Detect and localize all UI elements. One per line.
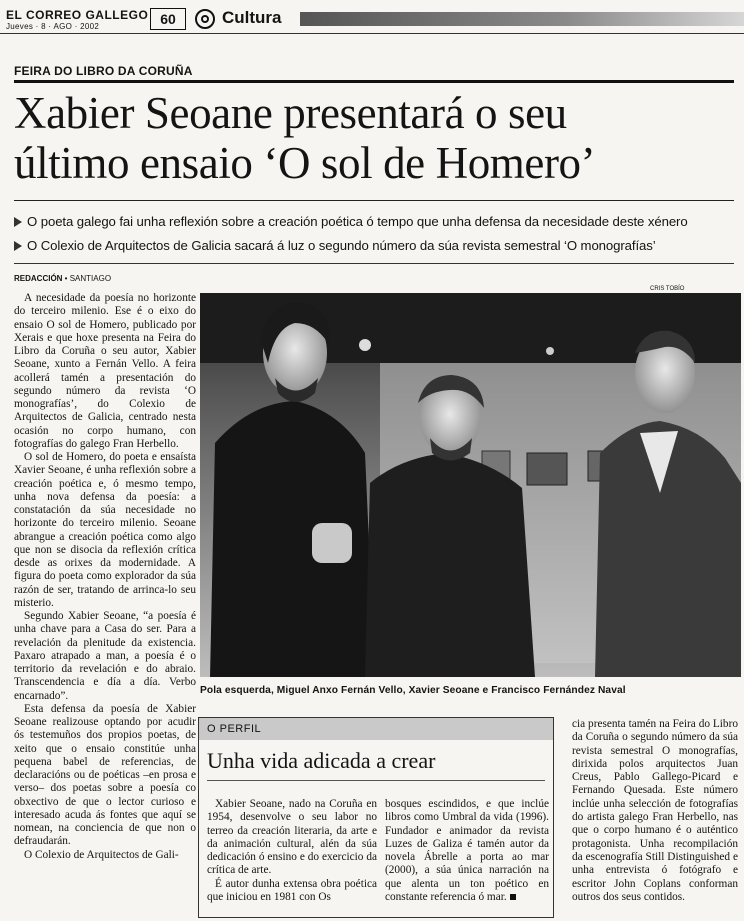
body-paragraph: O Colexio de Arquitectos de Gali- (24, 848, 179, 861)
profile-paragraph: É autor dunha extensa obra poética que iniciou en 1981 con Os (207, 877, 377, 904)
header-gradient-bar (300, 12, 744, 26)
news-photo (200, 293, 741, 677)
deck-line-2: O Colexio de Arquitectos de Galicia sacará á luz o segundo número da súa revista semestral ‘O monografías’ (14, 238, 656, 253)
headline (14, 88, 734, 188)
section-logo-icon (195, 9, 215, 29)
page-header (0, 0, 744, 34)
byline-author: REDACCIÓN (14, 274, 63, 283)
profile-rule (207, 780, 545, 781)
profile-tag-bar (199, 718, 553, 740)
body-column-left (14, 292, 196, 862)
photo-illustration (200, 293, 741, 677)
photo-caption: Pola esquerda, Miguel Anxo Fernán Vello, Xavier Seoane e Francisco Fernández Naval (200, 685, 626, 696)
photo-credit: CRIS TOBÍO (650, 286, 685, 292)
body-paragraph: Esta defensa da poesía de Xabier Seoane realizouse optando por acudir ós testemuños dos propios poetas, de xeito que o ensaio constitúe unha pequena babel de referencias, de declaracións ou de poéticas –en prosa e verso– dos poetas sobre a poesía co obxectivo de que o lector curioso e interesado acuda ás fontes que aquí se nomean, na conciencia de que non o defraudarán. (14, 702, 196, 848)
deck-rule (14, 263, 734, 264)
kicker: FEIRA DO LIBRO DA CORUÑA (14, 64, 193, 78)
profile-column-2 (385, 798, 549, 904)
kicker-rule (14, 80, 734, 83)
section-name: Cultura (222, 8, 282, 27)
profile-box (198, 717, 554, 918)
body-paragraph: A necesidade da poesía no horizonte do terceiro milenio. Ese é o eixo do ensaio O sol de Homero, publicado por Xerais e que hoxe presenta na Feira do Libro da Coruña o seu autor, Xabier Seoane, xunto a Fernán Vello. A feira acollerá tamén a presentación do segundo número da revista ‘O monografías’, do Colexio de Arquitectos de Galicia, centrado nesta ocasión no corpo humano, con fotografías do galego Fran Herbello. (14, 292, 196, 450)
deck-line-1: O poeta galego fai unha reflexión sobre a creación poética ó tempo que unha defensa da necesidade deste xénero (14, 214, 688, 229)
header-rule (0, 33, 744, 34)
profile-column-1 (207, 798, 377, 904)
headline-rule (14, 200, 734, 201)
byline-place: SANTIAGO (69, 274, 112, 283)
body-paragraph: cia presenta tamén na Feira do Libro da Coruña o segundo número da súa revista semestral O monografías, dirixida polos arquitectos Juan Creus, Pablo Gallego-Picard e Fernando Quesada. Este número inclúe unha selección de fotografías do artista galego Fran Herbello, nas que o corpo humano é o auténtico protagonista. Unha recompilación da escenografía Still Distinguished e unha entrevista ó fotógrafo e escritor John Coplans conforman outros dos seus contidos. (572, 718, 738, 903)
body-paragraph: Segundo Xabier Seoane, “a poesía é unha chave para a Casa do ser. Para a revelación da plenitude da existencia. Paxaro atrapado a man, a poesía é o territorio da revelación e do abraio. Transcendencia e día a día. Verbo encarnado”. (14, 610, 196, 702)
byline: REDACCIÓN • SANTIAGO (14, 274, 112, 283)
page-number: 60 (150, 8, 186, 30)
body-paragraph: O sol de Homero, do poeta e ensaísta Xavier Seoane, é unha reflexión sobre a creación poética e, ó mesmo tempo, unha nova defensa da poesía: a constatación da súa necesidade no horizonte do terceiro milenio. Seoane abrangue a creación poética como algo que non se disocia da reflexión crítica desde as orixes da modernidade. A figura do poeta como explorador da súa razón de ser, tratando de arrinca-lo seu misterio. (14, 451, 196, 609)
profile-paragraph: bosques escindidos, e que inclúe libros como Umbral da vida (1996). Fundador e animador da revista Luzes de Galiza é tamén autor da novela Ábrelle a porta ao mar (2000), a súa única narración na que alenta un ton poético en constante referencia ó mar. (385, 798, 549, 904)
newspaper-name: EL CORREO GALLEGO (6, 8, 149, 22)
profile-heading: Unha vida adicada a crear (207, 748, 436, 773)
profile-tag: O PERFIL (207, 723, 262, 735)
headline-line-1: Xabier Seoane presentará o seu (14, 88, 567, 138)
body-column-right (572, 718, 738, 904)
triangle-bullet-icon (14, 241, 22, 251)
triangle-bullet-icon (14, 217, 22, 227)
headline-line-2: último ensaio ‘O sol de Homero’ (14, 138, 596, 188)
issue-date: Jueves · 8 · AGO · 2002 (6, 22, 100, 31)
end-mark-icon (510, 894, 516, 900)
profile-paragraph: Xabier Seoane, nado na Coruña en 1954, desenvolve o seu labor no terreo da creación literaria, da arte e da animación cultural, alén da súa dedicación ó ensino e do exercicio da crítica de arte. (207, 798, 377, 877)
